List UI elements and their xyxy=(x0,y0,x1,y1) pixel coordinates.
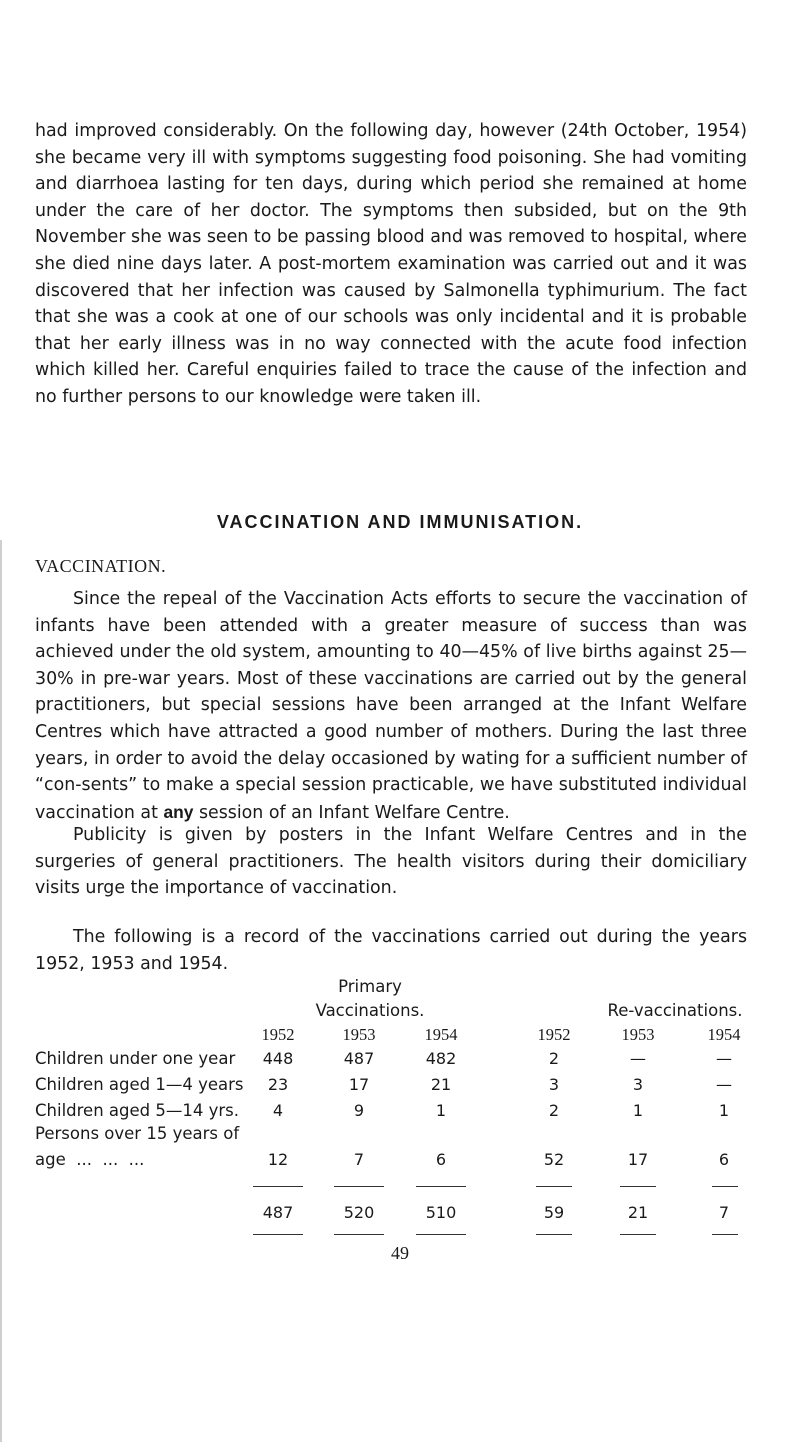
table-cell: 17 xyxy=(348,1075,370,1094)
section-heading: VACCINATION AND IMMUNISATION. xyxy=(216,512,584,532)
total-rule xyxy=(712,1234,738,1235)
total-cell: 520 xyxy=(343,1203,375,1222)
table-cell: 6 xyxy=(718,1150,730,1169)
table-cell: 6 xyxy=(435,1150,447,1169)
table-cell: 23 xyxy=(267,1075,289,1094)
table-cell: 7 xyxy=(353,1150,365,1169)
table-cell: 482 xyxy=(425,1049,457,1068)
table-cell: 3 xyxy=(548,1075,560,1094)
total-rule xyxy=(253,1234,303,1235)
table-cell: 4 xyxy=(272,1101,284,1120)
page-number: 49 xyxy=(391,1243,409,1263)
total-cell: 7 xyxy=(718,1203,730,1222)
table-cell: — xyxy=(716,1075,732,1094)
group-revaccinations: Re-vaccinations. xyxy=(607,1001,743,1020)
table-cell: 1 xyxy=(632,1101,644,1120)
table-cell: 3 xyxy=(632,1075,644,1094)
table-cell: 2 xyxy=(548,1049,560,1068)
sum-rule xyxy=(536,1186,572,1187)
row-label: Children aged 5—14 yrs. xyxy=(35,1101,239,1120)
year-header: 1952 xyxy=(261,1025,295,1044)
total-cell: 59 xyxy=(543,1203,565,1222)
publicity-paragraph: Publicity is given by posters in the Infant Welfare Centres and in the surgeries of general practitioners. The health visitors during their domiciliary visits urge the importance of vaccination. xyxy=(35,825,747,899)
total-rule xyxy=(334,1234,384,1235)
total-rule xyxy=(620,1234,656,1235)
row-label: Children under one year xyxy=(35,1049,236,1068)
vaccination-text-before: Since the repeal of the Vaccination Acts efforts to secure the vaccination of infants have been attended with a greater measure of success than was achieved under the old system, amounting to 40—45% of live births against 25—30% in pre-war years. Most of these vaccinations are carried out by the general practitioners, but special sessions have been arranged at the Infant Welfare Centres which have attracted a good number of mothers. During the last three years, in order to avoid the delay occasioned by wating for a sufficient number of “con-sents” to make a special session practicable, we have substituted individual vaccination at xyxy=(35,589,747,823)
total-cell: 510 xyxy=(425,1203,457,1222)
year-header: 1953 xyxy=(621,1025,655,1044)
table-cell: 487 xyxy=(343,1049,375,1068)
table-cell: 1 xyxy=(718,1101,730,1120)
table-cell: 2 xyxy=(548,1101,560,1120)
row-label: Children aged 1—4 years xyxy=(35,1075,244,1094)
table-cell: 17 xyxy=(627,1150,649,1169)
row-label: Persons over 15 years of xyxy=(35,1124,240,1143)
table-cell: 12 xyxy=(267,1150,289,1169)
group-primary-line1: Primary xyxy=(338,977,402,996)
table-cell: — xyxy=(716,1049,732,1068)
table-cell: 21 xyxy=(430,1075,452,1094)
total-rule xyxy=(416,1234,466,1235)
table-cell: — xyxy=(630,1049,646,1068)
total-cell: 487 xyxy=(262,1203,294,1222)
group-primary-line2: Vaccinations. xyxy=(315,1001,425,1020)
row-label-continued: age ... ... ... xyxy=(35,1150,145,1169)
total-rule xyxy=(536,1234,572,1235)
vaccination-text-after: session of an Infant Welfare Centre. xyxy=(198,802,510,823)
table-cell: 448 xyxy=(262,1049,294,1068)
table-intro-paragraph: The following is a record of the vaccinations carried out during the years 1952, 1953 and 1954. xyxy=(35,927,747,974)
table-cell: 52 xyxy=(543,1150,565,1169)
sum-rule xyxy=(620,1186,656,1187)
table-cell: 9 xyxy=(353,1101,365,1120)
year-header: 1953 xyxy=(342,1025,376,1044)
sum-rule xyxy=(416,1186,466,1187)
vaccination-emphasis: any xyxy=(163,801,194,822)
table-cell: 1 xyxy=(435,1101,447,1120)
sum-rule xyxy=(712,1186,738,1187)
total-cell: 21 xyxy=(627,1203,649,1222)
year-header: 1954 xyxy=(424,1025,458,1044)
sum-rule xyxy=(253,1186,303,1187)
year-header: 1952 xyxy=(537,1025,571,1044)
sum-rule xyxy=(334,1186,384,1187)
subheading: VACCINATION. xyxy=(35,556,167,576)
intro-paragraph: had improved considerably. On the following day, however (24th October, 1954) she became very ill with symptoms suggesting food poisoning. She had vomiting and diarrhoea lasting for ten days, during which period she remained at home under the care of her doctor. The symptoms then subsided, but on the 9th November she was seen to be passing blood and was removed to hospital, where she died nine days later. A post-mortem examination was carried out and it was discovered that her infection was caused by Salmonella typhimurium. The fact that she was a cook at one of our schools was only incidental and it is probable that her early illness was in no way connected with the acute food infection which killed her. Careful enquiries failed to trace the cause of the infection and no further persons to our knowledge were taken ill. xyxy=(35,121,747,407)
year-header: 1954 xyxy=(707,1025,741,1044)
